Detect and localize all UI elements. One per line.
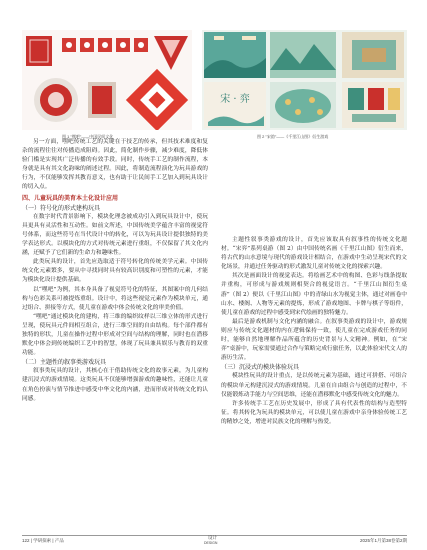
figure-1 <box>22 30 192 130</box>
figure-2-caption: 图 2 "宋韵"——《千里江山图》衍生游戏 <box>257 134 329 139</box>
footer-left: 122 | 学研探索 | 产品 <box>22 538 64 543</box>
subsection-heading: （二）主题性的叙事类游戏玩具 <box>22 359 107 367</box>
left-column <box>22 138 208 404</box>
paragraph: 叙事类玩具的设计，其核心在于借助传统文化的故事元素，为儿童构建沉浸式的游戏情境。这类玩具不仅能够增强游戏的趣味性，还能让儿童在角色扮演与情节推进中感受中华文化的内涵，进而形成对传统文化的认同感。 <box>22 368 208 402</box>
footer-center-cn: 设计 <box>208 535 217 540</box>
paragraph: 在数字时代背景影响下，模块化理念被成功引入到玩具设计中，使玩具更具有灵活性和互动性。如前文所述，中国传统美学蕴含丰富的视觉符号体系，而这些符号在当代设计中的转化，可以为玩具设计提供独特的美学表达形式。以模块化的方式对传统元素进行重组，不仅保留了其文化内涵，还赋予了它们新的生命力和趣味性。 <box>22 213 208 257</box>
paragraph: 许多传统手工艺在历史发展中，形成了具有代表性的结构与造型特征。将其转化为玩具的模块单元，可以使儿童在游戏中亲身体验传统工艺的精妙之处，增进对民族文化的理解与热爱。 <box>221 400 407 425</box>
paragraph: “嘿吧”通过模块化的建构，将三维的编织纹样以三维立体的形式进行呈现，使玩具元件间相互组合，进行三维空间的自由结构。每个部件都有独特的形状，儿童在操作过程中形成对空间与结构的理解，同时也在潜移默化中体会到传统编织工艺中的智慧，体现了玩具兼具娱乐与教育的双重功能。 <box>22 313 208 357</box>
right-column <box>221 236 407 427</box>
section-heading: 四、儿童玩具的美育本土化设计应用 <box>22 195 119 202</box>
figure-1-illustration <box>22 30 192 130</box>
figure-2-illustration <box>202 30 407 130</box>
footer-right: 2025年1月第38卷第2期 <box>359 538 407 543</box>
figure-1-caption: 图 1 "嘿吧"——中国民间文化 <box>62 134 114 139</box>
paragraph: 其次是画面设计的视觉表达。将绘画艺术中的构图、色彩与线条提取并重构，可形成与游戏规则相契合的视觉语言。“千里江山图衍生桌游”（图 2）便以《千里江山图》中的青绿山水为视觉主体，通过对画卷中山水、楼阁、人物等元素的提炼，形成了游戏地图、卡牌与棋子等组件，使儿童在游戏的过程中感受到宋代绘画的独特魅力。 <box>221 273 407 316</box>
paragraph: 模块性玩具的设计重点，是以传统元素为基础，通过可拼搭、可组合的模块单元构建沉浸式的游戏情境。儿童在自由组合与创造的过程中，不仅能锻炼动手能力与空间思维，还能在潜移默化中感受传统文化的魅力。 <box>221 373 407 398</box>
paragraph: 以“嘿吧”为例，其本身具备了视觉符号化的特征，其图案中的几何结构与色彩关系可被提炼重组。设计中，将这些视觉元素作为模块单元，通过组合、拼接等方式，使儿童在游戏中体会传统文化的审美价值。 <box>22 286 208 311</box>
paragraph: 此类玩具的设计，首先应选取适于符号转化的传统美学元素。中国传统文化元素繁多，要从中寻找同时具有较高识别度和可塑性的元素，才能为模块化设计提供基础。 <box>22 259 208 284</box>
paragraph: 另一方面，嘿吧传统工艺的关键在于技艺的传承，但其技术难度和复杂的流程往往对传播造成阻碍。因此，简化制作步骤，减少难度，降低体验门槛是实现其广泛传播的有效手段。同时，传统手工艺的制作流程，本身就是具有其文化韵味的阐述过程。因此，将制造流程演化为玩具游戏的行为，不仅能够发挥其教育意义，也有助于让民间手工艺加入到玩具设计的切入点。 <box>22 139 208 191</box>
subsection-heading: （一）符号化的形式建构玩具 <box>22 204 101 212</box>
paragraph: 最后是游戏机制与文化内涵的融合。在叙事类游戏的设计中，游戏规则应与传统文化题材的内在逻辑保持一致，使儿童在完成游戏任务的同时，能够自然地理解作品所蕴含的历史背景与人文精神。例如，在“宋弈”桌游中，玩家需要通过合作与策略完成行旅任务，以此体验宋代文人的游历生活。 <box>221 318 407 362</box>
figure-2-title: 宋 · 弈 <box>220 94 250 105</box>
footer-center-en: DESIGN <box>204 541 218 545</box>
subsection-heading: （三）沉浸式的模块体验玩具 <box>221 364 300 372</box>
figure-2 <box>202 30 407 130</box>
figure-row <box>22 30 407 150</box>
paragraph: 主题性叙事类游戏的设计，首先应该取具有叙事性的传统文化题材。“宋弈”系列桌游（图 2）由中国传统名画《千里江山图》衍生而来，将古代的山水意境与现代的游戏设计相结合，在游戏中生动呈现宋代的文化场景，并通过任务驱动的形式激发儿童对传统文化的探索兴趣。 <box>221 237 407 271</box>
page-footer <box>22 535 407 548</box>
